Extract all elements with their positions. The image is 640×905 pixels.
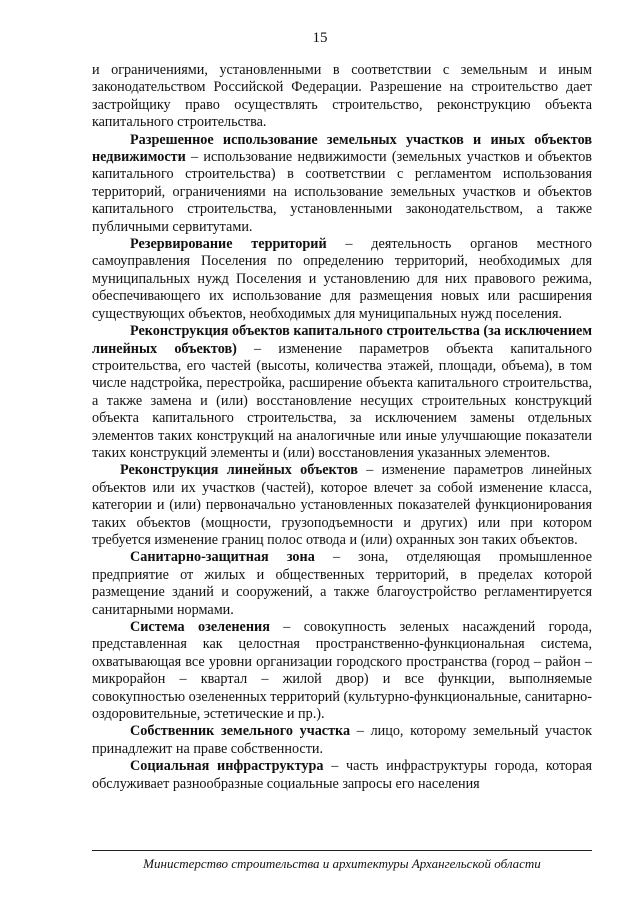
- paragraph-social-infrastructure: [92, 758, 592, 793]
- document-body: [92, 62, 592, 793]
- definition-permitted-use: – использование недвижимости (земельных участков и объектов капитального строительства) в соответствии с регламентом использования территорий, ограничениями на использование земельных участков и объектов капитального строительства, установленными законодательством, а также публичными сервитутами.: [92, 149, 592, 235]
- paragraph-linear-reconstruction: [92, 462, 592, 549]
- definition-linear-reconstruction: – изменение параметров линейных объектов или их участков (частей), которое влечет за собой изменение класса, категории и (или) первоначально установленных показателей функционирования таких объектов (мощности, грузоподъемности и других) или при котором требуется изменение границ полос отвода и (или) охранных зон таких объектов.: [92, 462, 592, 548]
- page-number: 15: [312, 30, 328, 46]
- paragraph-greening-system: [92, 619, 592, 723]
- term-land-owner: Собственник земельного участка: [130, 723, 351, 740]
- term-greening-system: Система озеленения: [130, 619, 270, 635]
- paragraph-capital-reconstruction: [92, 323, 592, 462]
- paragraph-permitted-use: [92, 132, 592, 236]
- paragraph-sanitary-zone: [92, 549, 592, 619]
- term-territory-reservation: Резервирование территорий: [130, 236, 327, 253]
- term-capital-reconstruction: Реконструкция объектов капитального строительства (за исключением линейных объектов): [92, 323, 592, 357]
- definition-sanitary-zone: – зона, отделяющая промышленное предприятие от жилых и общественных территорий, в пределах которой размещение зданий и сооружений, а также благоустройство регламентируется санитарными нормами.: [92, 549, 592, 618]
- paragraph-text: и ограничениями, установленными в соответствии с земельным и иным законодательством Российской Федерации. Разрешение на строительство дает застройщику право осуществлять строительство, реконструкцию объекта капитального строительства.: [92, 62, 592, 131]
- term-permitted-use: Разрешенное использование земельных участков и иных объектов недвижимости: [92, 131, 592, 166]
- definition-greening-system: – совокупность зеленых насаждений города, представленная как целостная пространственно-функциональная система, охватывающая все уровни организации городского пространства (город – район – микрорайон – квартал – жилой двор) и все функции, выполняемые совокупностью озелененных территорий (культурно-функциональные, санитарно-оздоровительные, эстетические и пр.).: [92, 619, 592, 723]
- term-social-infrastructure: Социальная инфраструктура: [130, 758, 324, 775]
- paragraph-continuation: [92, 62, 592, 132]
- footer-divider: [92, 850, 592, 851]
- definition-land-owner: – лицо, которому земельный участок принадлежит на праве собственности.: [92, 723, 592, 757]
- term-linear-reconstruction: Реконструкция линейных объектов: [120, 462, 358, 479]
- definition-capital-reconstruction: – изменение параметров объекта капитального строительства, его частей (высоты, количества этажей, площади, объема), в том числе надстройка, перестройка, расширение объекта капитального строительства, а также замена и (или) восстановление несущих строительных конструкций объекта капитального строительства, за исключением замены отдельных элементов таких конструкций на аналогичные или иные улучшающие показатели таких конструкций элементы и (или) восстановления указанных элементов.: [92, 340, 592, 461]
- paragraph-land-owner: [92, 723, 592, 758]
- paragraph-territory-reservation: [92, 236, 592, 323]
- footer-ministry: Министерство строительства и архитектуры Архангельской области: [143, 856, 541, 871]
- definition-territory-reservation: – деятельность органов местного самоуправления Поселения по определению территорий, необходимых для муниципальных нужд Поселения и установлению для них правового режима, обеспечивающего их использование для размещения новых или расширения существующих объектов, необходимых для муниципальных нужд поселения.: [92, 236, 593, 322]
- term-sanitary-zone: Санитарно-защитная зона: [130, 549, 315, 566]
- definition-social-infrastructure: – часть инфраструктуры города, которая обслуживает разнообразные социальные запросы его населения: [92, 758, 593, 792]
